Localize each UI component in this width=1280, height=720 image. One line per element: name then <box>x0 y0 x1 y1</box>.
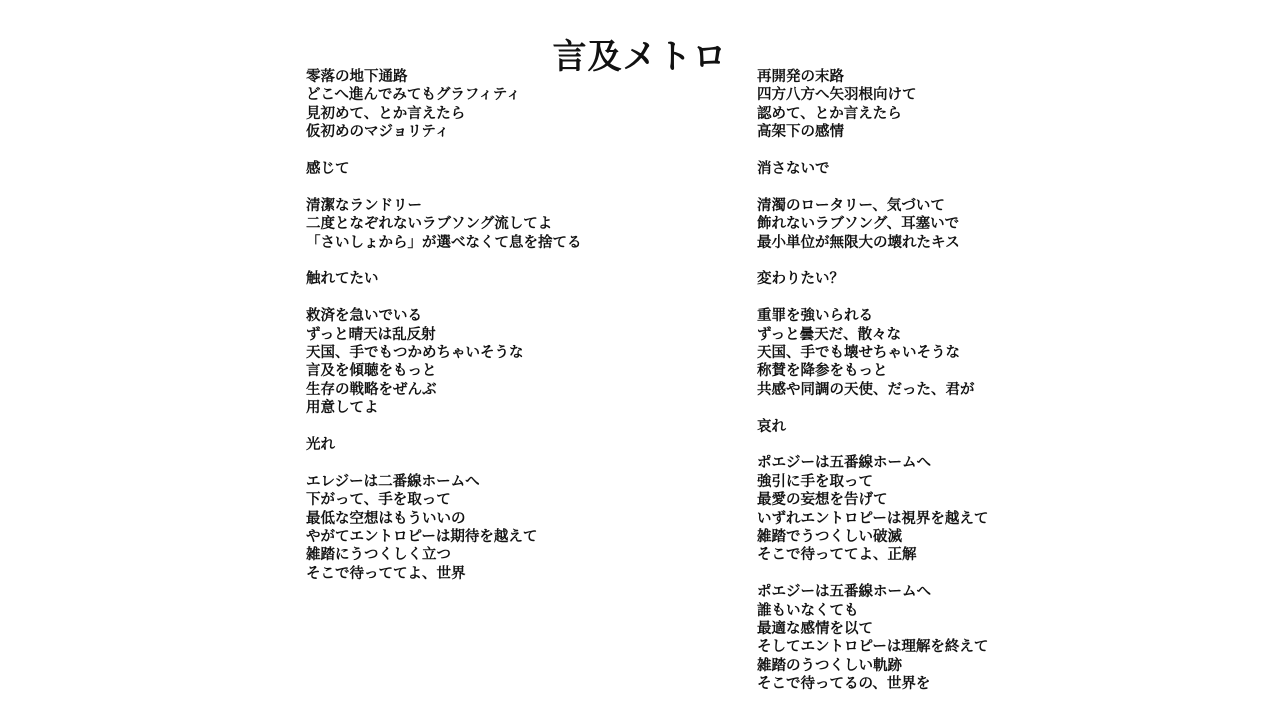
lyric-line: 触れてたい <box>306 270 379 288</box>
lyrics-stanza <box>757 307 1177 399</box>
lyric-line: 再開発の末路 <box>757 68 844 85</box>
lyrics-stanza <box>757 583 1177 693</box>
lyrics-stanza <box>306 436 726 454</box>
lyric-line: 最適な感情を以て <box>757 620 873 638</box>
lyrics-stanza <box>306 197 726 252</box>
lyrics-stanza <box>306 68 726 142</box>
lyric-line: 天国、手でも壊せちゃいそうな <box>757 344 960 362</box>
lyric-line: どこへ進んでみてもグラフィティ <box>306 86 521 104</box>
lyric-line: 最低な空想はもういいの <box>306 509 466 527</box>
lyric-line: 四方八方へ矢羽根向けて <box>757 86 917 104</box>
lyrics-stanza <box>757 197 1177 252</box>
lyric-line: 最愛の妄想を告げて <box>757 491 888 509</box>
lyric-line: 仮初めのマジョリティ <box>306 123 450 141</box>
lyric-line: 「さいしょから」が選べなくて息を捨てる <box>306 233 582 251</box>
lyric-line: 雑踏にうつくしく立つ <box>306 546 451 564</box>
lyric-line: いずれエントロピーは視界を越えて <box>757 509 989 527</box>
lyric-line: ずっと曇天だ、散々な <box>757 325 902 343</box>
lyric-line: ポエジーは五番線ホームへ <box>757 454 931 472</box>
lyric-line: 見初めて、とか言えたら <box>306 104 466 122</box>
lyric-line: 救済を急いでいる <box>306 307 422 325</box>
lyric-line: 言及を傾聴をもっと <box>306 362 437 380</box>
lyric-line: 二度となぞれないラブソング流してよ <box>306 215 553 233</box>
lyric-line: 認めて、とか言えたら <box>757 104 902 122</box>
lyrics-right-column <box>757 68 1177 712</box>
lyric-line: 共感や同調の天使、だった、君が <box>757 380 975 398</box>
lyric-line: そこで待っててよ、正解 <box>757 546 917 564</box>
lyric-line: 消さないで <box>757 160 830 178</box>
lyric-line: 天国、手でもつかめちゃいそうな <box>306 344 524 362</box>
lyric-line: 雑踏でうつくしい破滅 <box>757 528 902 546</box>
lyric-line: 強引に手を取って <box>757 472 873 490</box>
lyrics-stanza <box>306 160 726 178</box>
lyric-line: 下がって、手を取って <box>306 491 451 509</box>
lyric-line: そこで待ってるの、世界を <box>757 675 931 693</box>
lyric-line: やがてエントロピーは期待を越えて <box>306 528 538 546</box>
lyric-line: 雑踏のうつくしい軌跡 <box>757 656 902 674</box>
lyrics-stanza <box>306 473 726 583</box>
lyric-line: 零落の地下通路 <box>306 68 408 85</box>
lyric-line: ポエジーは五番線ホームへ <box>757 583 931 601</box>
lyric-line: 最小単位が無限大の壊れたキス <box>757 233 960 251</box>
lyric-line: 清濁のロータリー、気づいて <box>757 196 945 214</box>
lyric-line: 称賛を降参をもっと <box>757 362 888 380</box>
lyrics-stanza <box>306 307 726 417</box>
lyric-line: 高架下の感情 <box>757 123 844 141</box>
lyrics-stanza <box>757 454 1177 564</box>
lyric-line: 用意してよ <box>306 399 379 417</box>
lyrics-stanza <box>757 160 1177 178</box>
lyric-line: 飾れないラブソング、耳塞いで <box>757 215 960 233</box>
lyric-line: ずっと晴天は乱反射 <box>306 325 436 343</box>
lyric-line: そこで待っててよ、世界 <box>306 564 466 582</box>
lyrics-stanza <box>306 270 726 288</box>
lyric-line: 感じて <box>306 160 350 178</box>
lyric-line: 哀れ <box>757 417 786 435</box>
lyric-line: エレジーは二番線ホームへ <box>306 472 480 490</box>
lyric-line: 誰もいなくても <box>757 601 859 619</box>
lyric-line: 重罪を強いられる <box>757 307 873 325</box>
lyric-line: そしてエントロピーは理解を終えて <box>757 638 989 656</box>
lyrics-title: 言及メトロ <box>552 36 728 77</box>
lyrics-stanza <box>757 418 1177 436</box>
lyrics-stanza <box>757 270 1177 288</box>
lyrics-stanza <box>757 68 1177 142</box>
lyric-line: 変わりたい？ <box>757 270 844 288</box>
lyric-line: 清潔なランドリー <box>306 196 422 214</box>
lyric-line: 生存の戦略をぜんぶ <box>306 380 437 398</box>
lyrics-left-column <box>306 68 726 602</box>
lyric-line: 光れ <box>306 436 335 454</box>
